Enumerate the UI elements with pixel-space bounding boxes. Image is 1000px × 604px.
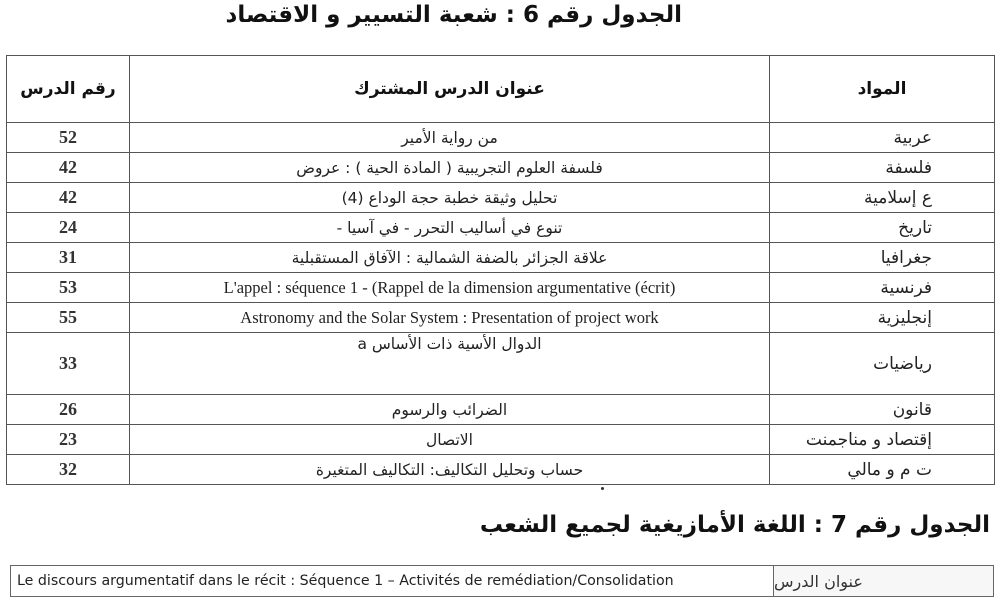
subject: إقتصاد و مناجمنت [770, 425, 995, 455]
lesson-title: Astronomy and the Solar System : Presentation of project work [130, 303, 770, 333]
subject: تاريخ [770, 213, 995, 243]
lesson-number: 55 [7, 303, 130, 333]
table6-header-row [7, 56, 995, 123]
lesson-number: 53 [7, 273, 130, 303]
lesson-number: 26 [7, 395, 130, 425]
lesson-title: حساب وتحليل التكاليف: التكاليف المتغيرة [130, 455, 770, 485]
lesson-title: الاتصال [130, 425, 770, 455]
table-row [7, 425, 995, 455]
header-lesson-number: رقم الدرس [7, 56, 130, 123]
header-subject: المواد [770, 56, 995, 123]
subject: قانون [770, 395, 995, 425]
lesson-title: تنوع في أساليب التحرر - في آسيا - [130, 213, 770, 243]
table-row [7, 455, 995, 485]
lesson-number: 42 [7, 183, 130, 213]
lesson-title: من رواية الأمير [130, 123, 770, 153]
table7-label: عنوان الدرس [773, 566, 993, 596]
table-row [7, 243, 995, 273]
lesson-title: L'appel : séquence 1 - (Rappel de la dimension argumentative (écrit) [130, 273, 770, 303]
table6-title: الجدول رقم 6 : شعبة التسيير و الاقتصاد [225, 2, 682, 28]
subject: عربية [770, 123, 995, 153]
lesson-title: علاقة الجزائر بالضفة الشمالية : الآفاق المستقبلية [130, 243, 770, 273]
stray-dot [601, 487, 604, 490]
table7-title: الجدول رقم 7 : اللغة الأمازيغية لجميع الشعب [479, 512, 990, 538]
table-row [7, 183, 995, 213]
subject: إنجليزية [770, 303, 995, 333]
subject: فرنسية [770, 273, 995, 303]
lesson-number: 23 [7, 425, 130, 455]
lesson-title: الضرائب والرسوم [130, 395, 770, 425]
table-row [7, 303, 995, 333]
table-row [7, 395, 995, 425]
subject: رياضيات [770, 333, 995, 395]
lesson-number: 42 [7, 153, 130, 183]
table-row [7, 273, 995, 303]
table-row [7, 333, 995, 395]
table-row [7, 213, 995, 243]
lesson-number: 33 [7, 333, 130, 395]
subject: جغرافيا [770, 243, 995, 273]
lesson-number: 52 [7, 123, 130, 153]
table-row [7, 123, 995, 153]
lesson-title: فلسفة العلوم التجريبية ( المادة الحية ) : عروض [130, 153, 770, 183]
subject: ع إسلامية [770, 183, 995, 213]
table7-lesson-title: Le discours argumentatif dans le récit : Séquence 1 – Activités de remédiation/Consolidation [17, 573, 674, 589]
lesson-number: 24 [7, 213, 130, 243]
subject: ت م و مالي [770, 455, 995, 485]
table-row [7, 153, 995, 183]
subject: فلسفة [770, 153, 995, 183]
table6 [6, 55, 995, 485]
header-lesson-title: عنوان الدرس المشترك [130, 56, 770, 123]
lesson-number: 31 [7, 243, 130, 273]
table7-row [10, 565, 994, 597]
lesson-number: 32 [7, 455, 130, 485]
lesson-title: الدوال الأسية ذات الأساس a [130, 333, 770, 395]
lesson-title: تحليل وثيقة خطبة حجة الوداع (4) [130, 183, 770, 213]
